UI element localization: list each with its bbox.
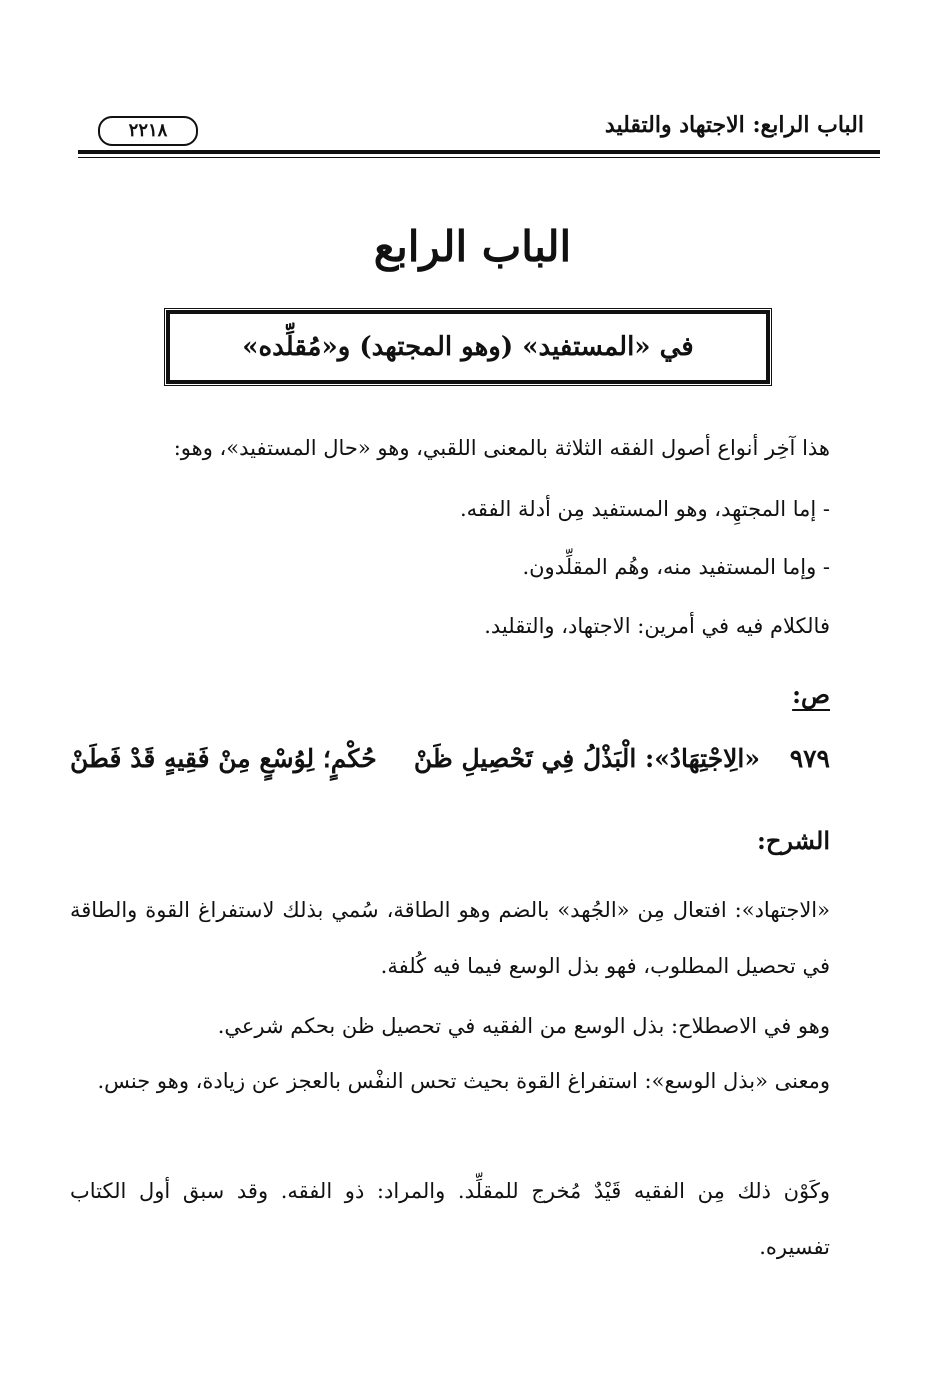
section-title-box: في «المستفيد» (وهو المجتهد) و«مُقلِّده» <box>166 310 770 384</box>
verse-first-hemistich: «الِاجْتِهَادُ»: الْبَذْلُ فِي تَحْصِيلِ ظَنْ <box>413 744 760 773</box>
header-rule-thick <box>78 150 880 154</box>
intro-paragraph: هذا آخِر أنواع أصول الفقه الثلاثة بالمعنى اللقبي، وهو «حال المستفيد»، وهو: <box>173 436 830 460</box>
intro-list-item: - وإما المستفيد منه، وهُم المقلِّدون. <box>522 555 830 579</box>
text-label <box>792 680 830 709</box>
text-label-text: ص: <box>792 680 830 709</box>
header-rule-thin <box>78 157 880 158</box>
intro-conclusion: فالكلام فيه في أمرين: الاجتهاد، والتقليد. <box>484 614 830 638</box>
commentary-paragraph: ومعنى «بذل الوسع»: استفراغ القوة بحيث تحس النفْس بالعجز عن زيادة، وهو جنس. <box>97 1069 830 1093</box>
commentary-label: الشرح: <box>757 826 830 855</box>
verse-second-hemistich: حُكْمٍ؛ لِوُسْعٍ مِنْ فَقِيهٍ قَدْ فَطَنْ <box>70 744 377 773</box>
commentary-paragraph: «الاجتهاد»: افتعال مِن «الجُهد» بالضم وهو الطاقة، سُمي بذلك لاستفراغ القوة والطاقة في تحصيل المطلوب، فهو بذل الوسع فيما فيه كُلفة. <box>70 898 830 978</box>
page-number: ٢٢١٨ <box>98 116 198 146</box>
commentary-paragraph: وهو في الاصطلاح: بذل الوسع من الفقيه في تحصيل ظن بحكم شرعي. <box>217 1014 830 1038</box>
running-header <box>78 108 878 148</box>
intro-list-item: - إما المجتهِد، وهو المستفيد مِن أدلة الفقه. <box>459 497 830 521</box>
verse-number: ٩٧٩ <box>789 744 830 773</box>
chapter-heading: الباب الرابع <box>373 222 572 271</box>
running-header-title: الباب الرابع: الاجتهاد والتقليد <box>604 112 864 138</box>
commentary-paragraph: وكَوْن ذلك مِن الفقيه قَيْدٌ مُخرج للمقلِّد. والمراد: ذو الفقه. وقد سبق أول الكتاب تفسيره. <box>70 1179 830 1259</box>
